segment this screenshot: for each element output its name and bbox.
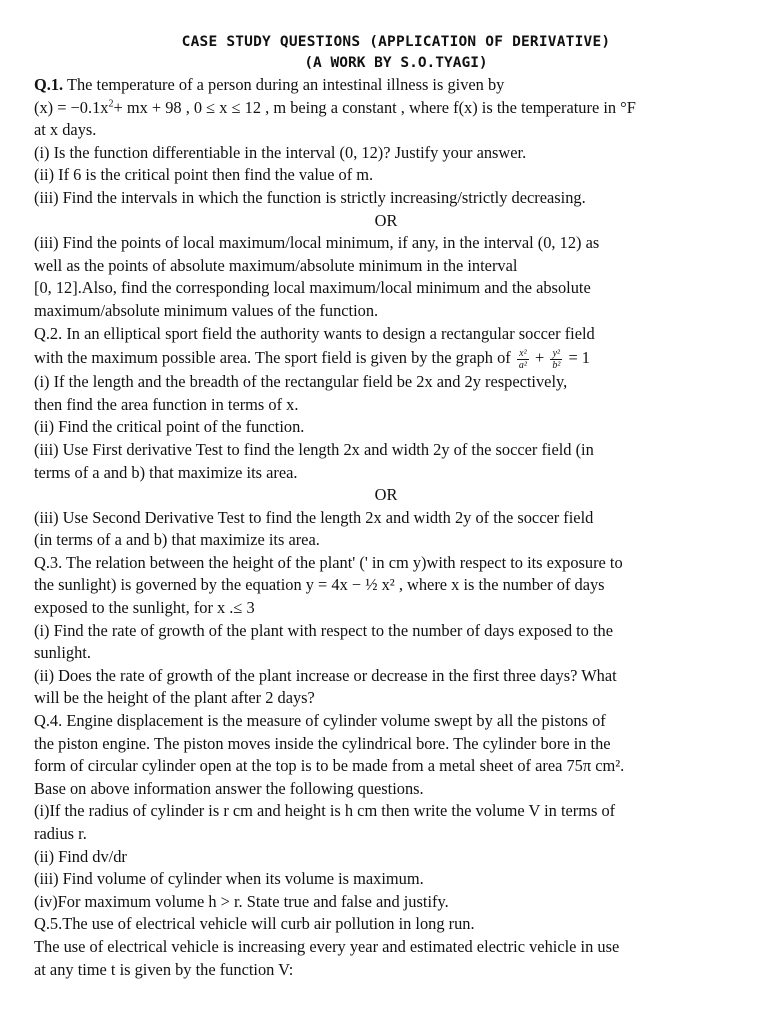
question-2-intro: Q.2. In an elliptical sport field the authority wants to design a rectangular soccer field xyxy=(34,323,595,343)
question-5-line: at any time t is given by the function V: xyxy=(34,959,294,979)
question-2-part-i: (i) If the length and the breadth of the rectangular field be 2x and 2y respectively, xyxy=(34,372,568,392)
question-5-line: The use of electrical vehicle is increasing every year and estimated electric vehicle in use xyxy=(34,936,620,956)
question-3-intro: Q.3. The relation between the height of the plant' (' in cm y)with respect to its exposure to xyxy=(34,552,623,572)
question-3-line: exposed to the sunlight, for x .≤ 3 xyxy=(34,598,255,618)
question-3 xyxy=(34,552,738,710)
question-2-part-iii-alt: (iii) Use Second Derivative Test to find the length 2x and width 2y of the soccer field xyxy=(34,507,594,527)
question-4 xyxy=(34,710,738,913)
question-2-part-ii: (ii) Find the critical point of the function. xyxy=(34,417,305,437)
question-2-line: then find the area function in terms of x. xyxy=(34,394,299,414)
question-1-part-ii: (ii) If 6 is the critical point then find the value of m. xyxy=(34,165,374,185)
or-separator: OR xyxy=(374,485,398,505)
question-2 xyxy=(34,323,738,552)
question-1-part-i: (i) Is the function differentiable in the interval (0, 12)? Justify your answer. xyxy=(34,142,527,162)
question-3-line: sunlight. xyxy=(34,643,91,663)
question-4-part-i: (i)If the radius of cylinder is r cm and height is h cm then write the volume V in terms of xyxy=(34,801,616,821)
question-4-line: the piston engine. The piston moves inside the cylindrical bore. The cylinder bore in the xyxy=(34,733,611,753)
worksheet-page xyxy=(34,32,738,981)
question-4-line: Base on above information answer the following questions. xyxy=(34,778,424,798)
question-1-line: well as the points of absolute maximum/absolute minimum in the interval xyxy=(34,255,518,275)
document-title: CASE STUDY QUESTIONS (APPLICATION OF DERIVATIVE) xyxy=(181,34,611,50)
question-1-part-iii-alt: (iii) Find the points of local maximum/local minimum, if any, in the interval (0, 12) as xyxy=(34,233,600,253)
question-1-line: maximum/absolute minimum values of the function. xyxy=(34,300,379,320)
question-5-intro: Q.5.The use of electrical vehicle will curb air pollution in long run. xyxy=(34,914,475,934)
question-1 xyxy=(34,74,738,323)
question-1-part-iii: (iii) Find the intervals in which the function is strictly increasing/strictly decreasing. xyxy=(34,187,586,207)
question-1-line: (x) = −0.1x xyxy=(34,97,109,117)
question-3-part-ii: (ii) Does the rate of growth of the plant increase or decrease in the first three days? What xyxy=(34,665,617,685)
question-4-part-ii: (ii) Find dv/dr xyxy=(34,846,127,866)
superscript-2: 2 xyxy=(108,98,114,110)
question-2-part-iii: (iii) Use First derivative Test to find the length 2x and width 2y of the soccer field (in xyxy=(34,439,594,459)
question-3-part-i: (i) Find the rate of growth of the plant with respect to the number of days exposed to the xyxy=(34,620,613,640)
document-subtitle: (A WORK BY S.O.TYAGI) xyxy=(304,55,488,71)
question-1-number: Q.1. xyxy=(34,75,64,94)
question-5 xyxy=(34,913,738,981)
question-4-part-iv: (iv)For maximum volume h > r. State true and false and justify. xyxy=(34,891,449,911)
question-2-line: (in terms of a and b) that maximize its area. xyxy=(34,530,320,550)
or-separator: OR xyxy=(374,210,398,230)
plus-sign: + xyxy=(534,348,545,368)
question-3-line: will be the height of the plant after 2 days? xyxy=(34,688,315,708)
equals-one: = 1 xyxy=(568,348,590,368)
question-1-line: The temperature of a person during an intestinal illness is given by xyxy=(63,75,505,94)
question-2-line: with the maximum possible area. The sport field is given by the graph of xyxy=(34,348,511,368)
question-3-line: the sunlight) is governed by the equation y = 4x − ½ x² , where x is the number of days xyxy=(34,575,605,595)
question-1-line: at x days. xyxy=(34,120,97,140)
fraction-x2-a2: $\frac{\text{x²}}{\text{a²}}$ xyxy=(518,347,527,371)
question-2-line: terms of a and b) that maximize its area. xyxy=(34,462,298,482)
question-4-part-iii: (iii) Find volume of cylinder when its volume is maximum. xyxy=(34,869,424,889)
question-4-line: radius r. xyxy=(34,824,87,843)
question-4-line: form of circular cylinder open at the top is to be made from a metal sheet of area 75π cm². xyxy=(34,756,625,776)
fraction-y2-b2: $\frac{\text{y²}}{\text{b²}}$ xyxy=(552,347,561,371)
question-1-line: [0, 12].Also, find the corresponding local maximum/local minimum and the absolute xyxy=(34,278,591,298)
question-4-intro: Q.4. Engine displacement is the measure of cylinder volume swept by all the pistons of xyxy=(34,711,606,731)
question-1-line: + mx + 98 , 0 ≤ x ≤ 12 , m being a constant , where f(x) is the temperature in °F xyxy=(113,97,636,117)
